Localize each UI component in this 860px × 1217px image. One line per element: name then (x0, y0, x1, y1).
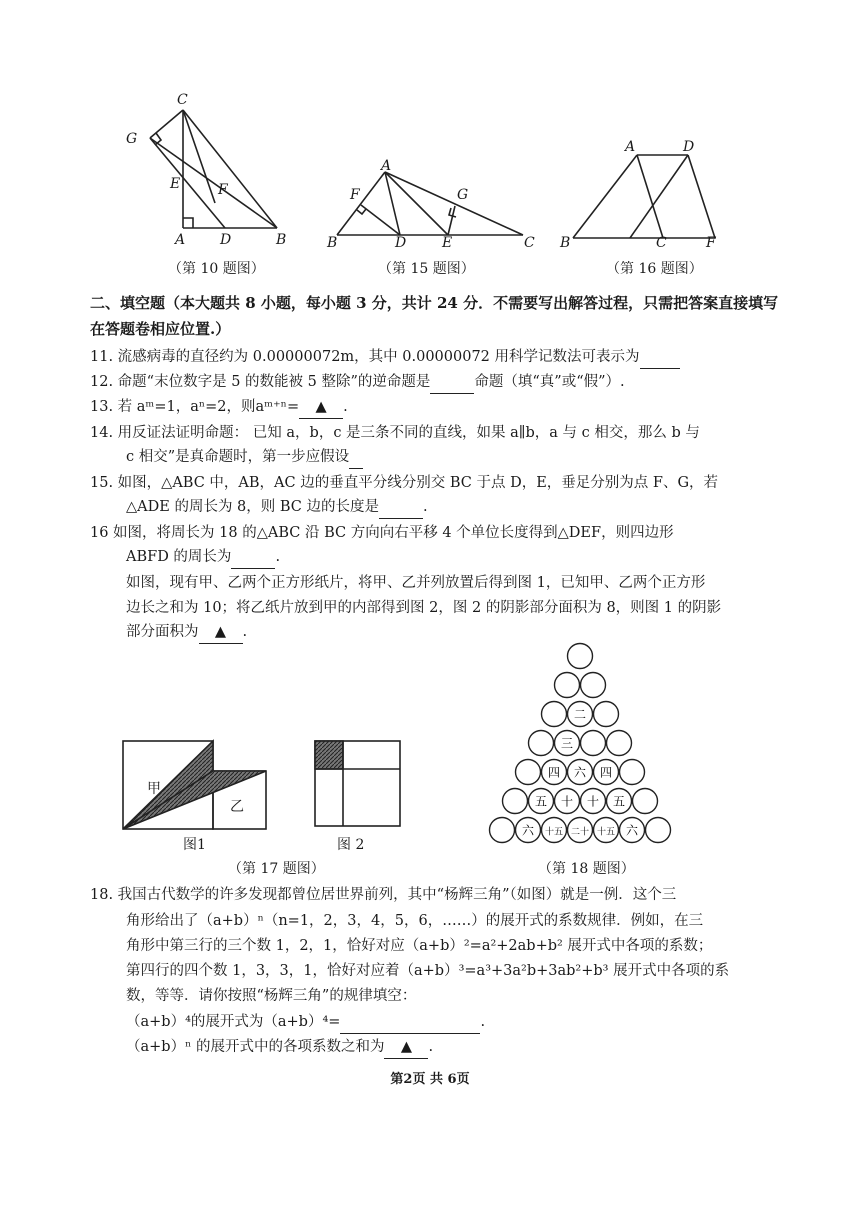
triangle-cell-label: 五 (612, 794, 626, 809)
triangle-cell-label: 六 (625, 823, 639, 838)
fig16-label-f: F (706, 235, 716, 251)
question-15-line1: 15. 如图，△ABC 中，AB，AC 边的垂直平分线分别交 BC 于点 D，E，垂足分别为点 F、G，若 (90, 475, 719, 491)
triangle-cell-label: 十五 (596, 827, 616, 838)
q16-answer-blank[interactable] (231, 546, 275, 569)
triangle-cell-label: 六 (521, 823, 535, 838)
triangle-cell-label: 十 (560, 794, 574, 809)
question-16-line2 (126, 546, 280, 569)
q11-text: 11. 流感病毒的直径约为 0.00000072m，其中 0.00000072 用科学记数法可表示为 (90, 349, 640, 365)
fig10-caption: （第 10 题图） (168, 261, 265, 277)
q14-text-b: c 相交”是真命题时，第一步应假设 (126, 449, 350, 465)
q18-text-f: （a+b）⁴的展开式为（a+b）⁴= (126, 1014, 341, 1030)
fig16-label-a: A (625, 139, 636, 155)
fig10-label-b: B (276, 232, 287, 248)
triangle-cell (633, 789, 658, 814)
question-13 (90, 396, 348, 419)
q12-text-a: 12. 命题“末位数字是 5 的数能被 5 整除”的逆命题是 (90, 374, 431, 390)
question-17-line1: 如图，现有甲、乙两个正方形纸片，将甲、乙并列放置后得到图 1，已知甲、乙两个正方形 (126, 575, 706, 591)
q16-period: . (275, 549, 281, 565)
section-title: 二、填空题（本大题共 8 小题，每小题 3 分，共计 24 分．不需要写出解答过程，只需把答案直接填写在答题卷相应位置.） (90, 294, 779, 338)
question-18-line7 (126, 1036, 433, 1059)
question-17-line2: 边长之和为 10；将乙纸片放到甲的内部得到图 2，图 2 的阴影部分面积为 8，则图 1 的阴影 (126, 600, 722, 616)
page-footer: 第2页 共 6页 (390, 1072, 470, 1087)
fig17-label-yi: 乙 (230, 799, 244, 815)
q18-sum-blank[interactable]: ▲ (384, 1036, 428, 1059)
question-18-line6 (126, 1011, 485, 1034)
q15-answer-blank[interactable] (379, 496, 423, 519)
q17-answer-blank[interactable]: ▲ (199, 621, 243, 644)
triangle-cell (490, 818, 515, 843)
fig15-label-b: B (327, 235, 338, 251)
triangle-cell-label: 十 (586, 794, 600, 809)
fig15-label-f: F (350, 187, 360, 203)
triangle-cell-label: 五 (534, 794, 548, 809)
fig15-caption: （第 15 题图） (378, 261, 475, 277)
fig16-caption: （第 16 题图） (606, 261, 703, 277)
triangle-cell-label: 二十 (570, 827, 590, 838)
fig16-label-d: D (683, 139, 695, 155)
triangle-cell-label: 四 (599, 765, 613, 780)
triangle-cell-label: 四 (547, 765, 561, 780)
q15-period: . (423, 499, 428, 515)
q12-answer-blank[interactable] (430, 371, 474, 394)
triangle-cell (646, 818, 671, 843)
q18-period-1: . (480, 1014, 486, 1030)
triangle-cell (503, 789, 528, 814)
figure-17-diagram (118, 736, 418, 836)
fig15-label-c: C (524, 235, 535, 251)
q17-text-c: 部分面积为 (126, 624, 199, 640)
question-18-line5: 数，等等．请你按照“杨辉三角”的规律填空： (126, 988, 417, 1004)
triangle-cell-label: 十五 (544, 827, 564, 838)
fig10-label-g: G (126, 131, 138, 147)
fig17-label-jia: 甲 (147, 781, 161, 797)
q17-period: . (242, 624, 248, 640)
q18-expansion-blank[interactable] (340, 1011, 480, 1034)
q13-text-a: 13. 若 aᵐ=1，aⁿ=2，则aᵐ⁺ⁿ= (90, 399, 300, 415)
fig18-caption: （第 18 题图） (538, 861, 635, 877)
fig10-label-e: E (170, 176, 181, 192)
question-18-line4: 第四行的四个数 1，3，3，1，恰好对应着（a+b）³=a³+3a²b+3ab²+b³ 展开式中各项的系 (126, 963, 730, 979)
fig16-label-c: C (656, 235, 667, 251)
q14-answer-blank[interactable] (349, 446, 363, 469)
fig15-label-d: D (395, 235, 407, 251)
fig17-sub1: 图1 (183, 837, 206, 853)
triangle-cell-label: 二 (573, 707, 587, 722)
q12-text-b: 命题（填“真”或“假”）. (474, 374, 625, 390)
question-14-line2 (126, 446, 363, 469)
fig10-label-c: C (177, 92, 188, 108)
fig10-label-d: D (220, 232, 232, 248)
triangle-cell (581, 673, 606, 698)
triangle-cell (594, 702, 619, 727)
triangle-cell-label: 六 (573, 765, 587, 780)
fig15-label-a: A (381, 158, 392, 174)
q11-answer-blank[interactable] (640, 346, 680, 369)
fig17-caption: （第 17 题图） (228, 861, 325, 877)
question-12 (90, 371, 625, 394)
triangle-cell (581, 731, 606, 756)
fig15-label-e: E (442, 235, 453, 251)
fig17-sub2: 图 2 (337, 837, 365, 853)
figure-16-diagram (555, 140, 725, 245)
figure-10-diagram (115, 88, 295, 253)
question-16-line1: 16 如图，将周长为 18 的△ABC 沿 BC 方向向右平移 4 个单位长度得到△DEF，则四边形 (90, 525, 674, 541)
triangle-cell (542, 702, 567, 727)
question-18-line3: 角形中第三行的三个数 1，2，1，恰好对应（a+b）²=a²+2ab+b² 展开式中各项的系数； (126, 938, 713, 954)
q15-text-b: △ADE 的周长为 8，则 BC 边的长度是 (126, 499, 380, 515)
q13-answer-blank[interactable]: ▲ (299, 396, 343, 419)
question-17-line3 (126, 621, 247, 644)
fig10-label-f: F (218, 182, 228, 198)
q13-text-b: . (343, 399, 348, 415)
q18-period-2: . (428, 1039, 434, 1055)
question-18-line2: 角形给出了（a+b）ⁿ（n=1，2，3，4，5，6，……）的展开式的系数规律．例如，在三 (126, 913, 704, 929)
triangle-cell (555, 673, 580, 698)
triangle-cell (607, 731, 632, 756)
fig16-label-b: B (560, 235, 571, 251)
fig15-label-g: G (457, 187, 469, 203)
figure-18-yanghui-triangle (455, 640, 730, 855)
question-14-line1: 14. 用反证法证明命题： 已知 a，b，c 是三条不同的直线，如果 a∥b，a 与 c 相交，那么 b 与 (90, 425, 700, 441)
question-15-line2 (126, 496, 428, 519)
question-11 (90, 346, 680, 369)
fig10-label-a: A (175, 232, 186, 248)
q16-text-b: ABFD 的周长为 (126, 549, 232, 565)
triangle-cell (620, 760, 645, 785)
triangle-cell (529, 731, 554, 756)
question-18-line1: 18. 我国古代数学的许多发现都曾位居世界前列，其中“杨辉三角”（如图）就是一例．这个三 (90, 887, 677, 903)
triangle-cell-label: 三 (560, 736, 574, 751)
q18-text-g: （a+b）ⁿ 的展开式中的各项系数之和为 (126, 1039, 385, 1055)
triangle-cell (568, 644, 593, 669)
triangle-cell (516, 760, 541, 785)
